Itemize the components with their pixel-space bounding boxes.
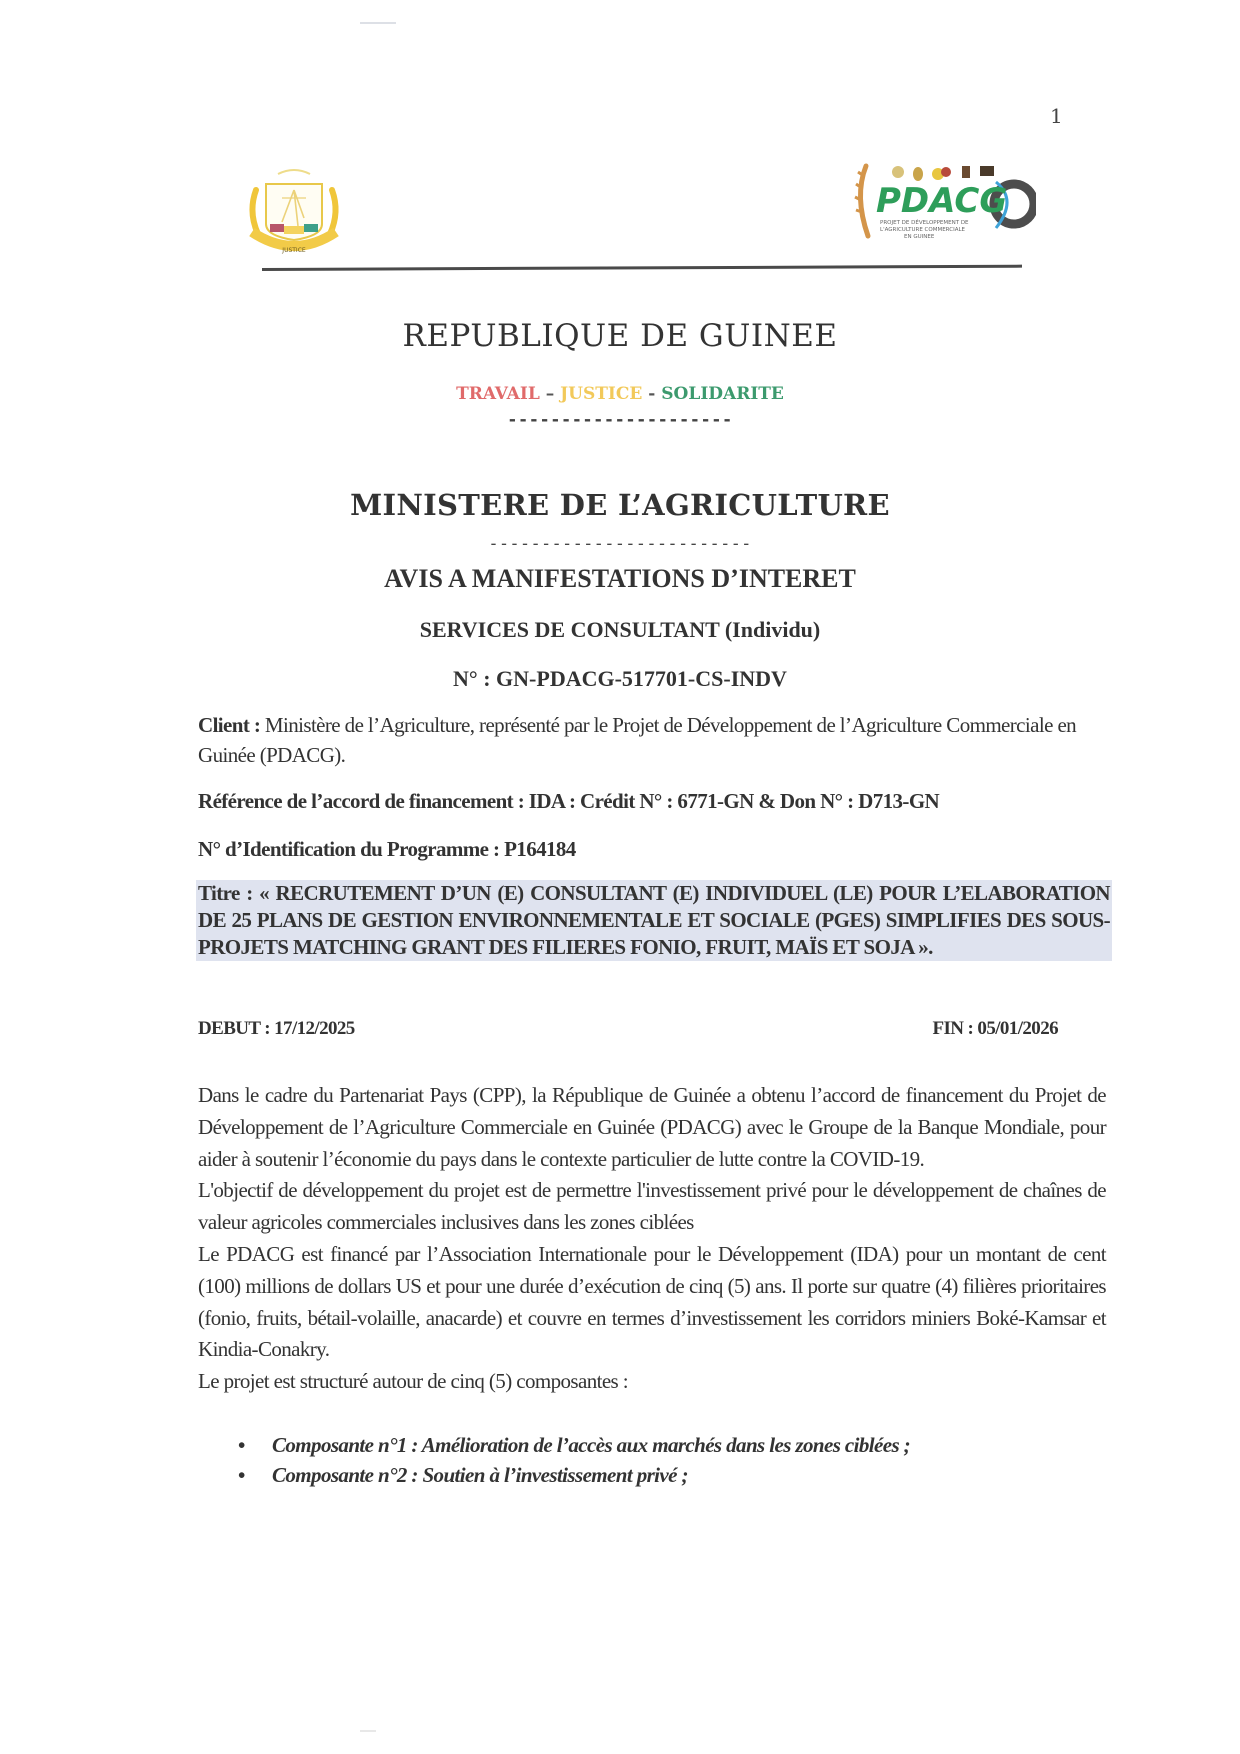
scan-artifact [360, 22, 396, 24]
pdacg-logo [846, 156, 1036, 248]
component-text: Composante n°1 : Amélioration de l’accès aux marchés dans les zones ciblées ; [272, 1433, 911, 1457]
dates-row [198, 1018, 1058, 1040]
component-text: Composante n°2 : Soutien à l’investissement privé ; [272, 1463, 688, 1487]
pdacg-subtitle-line-3: EN GUINEE [904, 234, 935, 240]
page-number: 1 [1050, 104, 1063, 128]
body-paragraph: Le projet est structuré autour de cinq (5) composantes : [198, 1369, 629, 1394]
components-list [232, 1430, 1092, 1490]
pdacg-logo-icon [846, 156, 1036, 248]
coat-of-arms-icon [238, 162, 350, 262]
republic-heading: REPUBLIQUE DE GUINEE [402, 318, 838, 354]
motto-solidarite: SOLIDARITE [661, 384, 784, 404]
pdacg-acronym: PDACG [876, 181, 1008, 221]
body-paragraph: Le PDACG est financé par l’Association Internationale pour le Développement (IDA) pour un montant de cent (100) millions de dollars US et pour une durée d’exécution de cinq (5) ans. Il porte sur quatre (4) filières prioritaires (fonio, fruits, bétail-volaille, anacarde) et couvre en termes d’investissement les corridors miniers Boké-Kamsar et Kindia-Conakry. [198, 1241, 1106, 1362]
bullet-icon: • [238, 1463, 245, 1487]
end-date: FIN : 05/01/2026 [932, 1018, 1058, 1039]
ministry-heading: MINISTERE DE L’AGRICULTURE [350, 488, 890, 522]
start-date: DEBUT : 17/12/2025 [198, 1018, 355, 1039]
body-text [198, 1080, 1106, 1398]
notice-title: AVIS A MANIFESTATIONS D’INTERET [384, 564, 856, 593]
program-id: N° d’Identification du Programme : P164184 [198, 837, 576, 861]
financing-reference: Référence de l’accord de financement : IDA : Crédit N° : 6771-GN & Don N° : D713-GN [198, 789, 940, 813]
client-label: Client : [198, 713, 261, 737]
dashed-divider: --------------------- [507, 410, 733, 430]
motto-justice: JUSTICE [560, 384, 643, 404]
list-item [232, 1460, 1092, 1490]
header-divider [262, 265, 1022, 271]
pdacg-subtitle-line-2: L'AGRICULTURE COMMERCIALE [880, 227, 965, 233]
coat-ribbon-text: JUSTICE [282, 247, 306, 254]
bullet-icon: • [238, 1433, 245, 1457]
client-value: Ministère de l’Agriculture, représenté par le Projet de Développement de l’Agriculture Commerciale en Guinée (PDACG). [198, 713, 1077, 767]
national-motto [0, 384, 1240, 404]
list-item [232, 1430, 1092, 1460]
body-paragraph: Dans le cadre du Partenariat Pays (CPP), la République de Guinée a obtenu l’accord de financement du Projet de Développement de l’Agriculture Commerciale en Guinée (PDACG) avec le Groupe de la Banque Mondiale, pour aider à soutenir l’économie du pays dans le contexte particulier de lutte contre la COVID-19. [198, 1083, 1106, 1171]
guinea-coat-of-arms-logo [238, 162, 350, 262]
motto-travail: TRAVAIL [456, 384, 540, 404]
services-subtitle: SERVICES DE CONSULTANT (Individu) [419, 617, 821, 642]
notice-number: N° : GN-PDACG-517701-CS-INDV [453, 666, 787, 691]
pdacg-subtitle-line-1: PROJET DE DÉVELOPPEMENT DE [880, 220, 969, 226]
dashed-divider: ------------------------- [488, 534, 752, 554]
client-line [198, 710, 1106, 770]
body-paragraph: L'objectif de développement du projet est de permettre l'investissement privé pour le développement de chaînes de valeur agricoles commerciales inclusives dans les zones ciblées [198, 1178, 1106, 1235]
motto-separator: - [642, 384, 662, 404]
scan-artifact [360, 1730, 376, 1732]
assignment-title: Titre : « RECRUTEMENT D’UN (E) CONSULTANT (E) INDIVIDUEL (LE) POUR L’ELABORATION DE 25 PLANS DE GESTION ENVIRONNEMENTALE ET SOCIALE (PGES) SIMPLIFIES DES SOUS-PROJETS MATCHING GRANT DES FILIERES FONIO, FRUIT, MAÏS ET SOJA ». [198, 881, 1110, 959]
motto-separator: – [539, 384, 561, 404]
